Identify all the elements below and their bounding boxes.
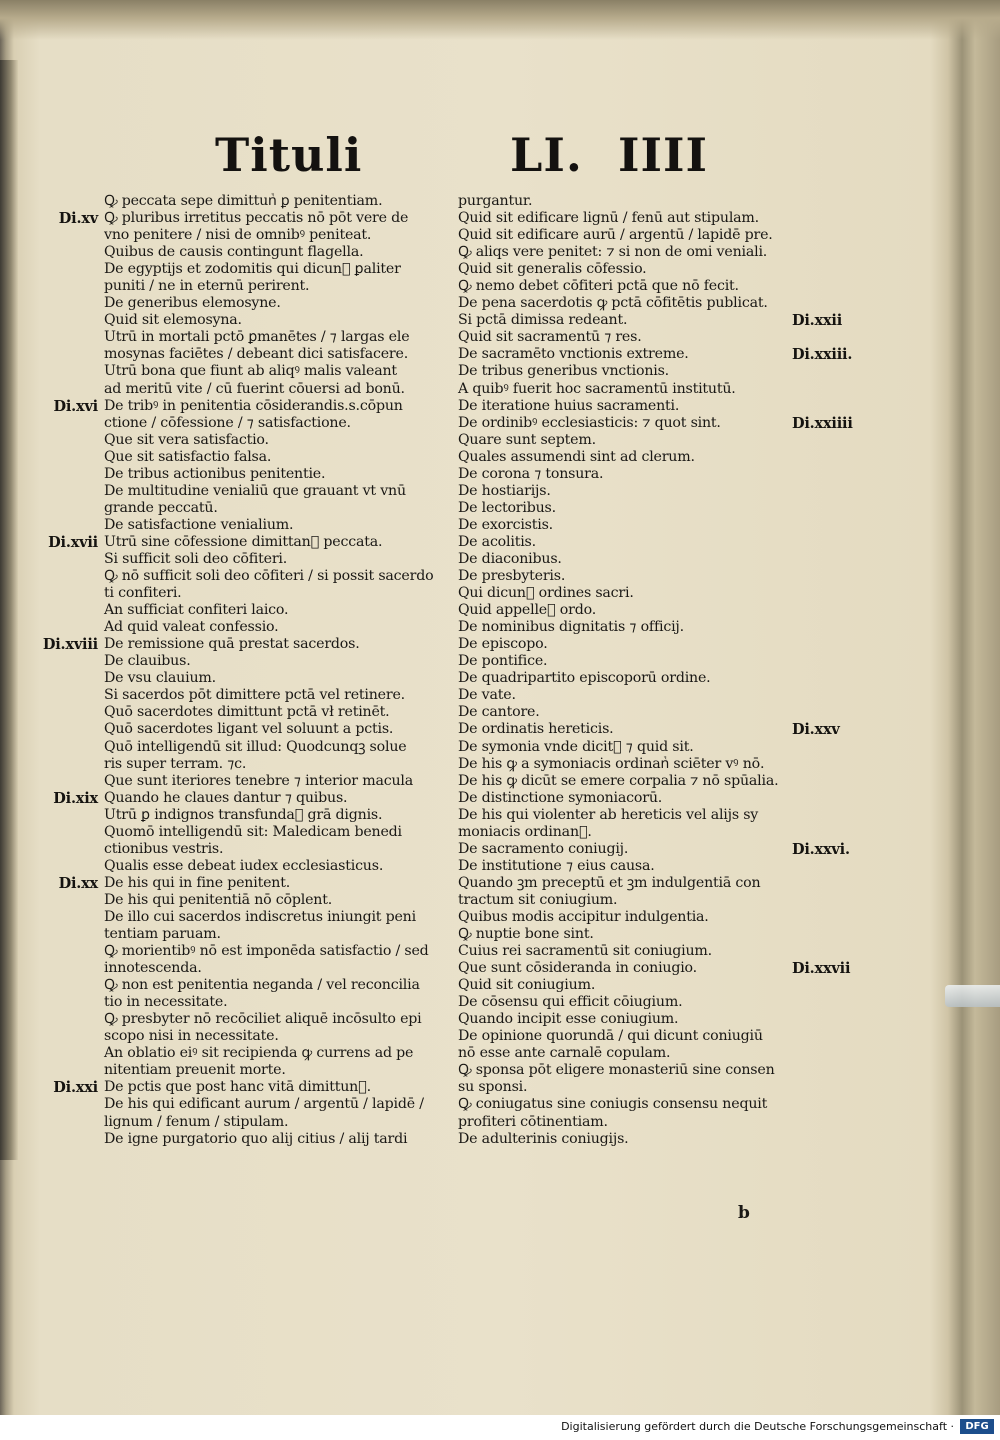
text-line <box>104 449 454 466</box>
line-text: De cantore. <box>458 704 540 721</box>
text-line <box>458 977 798 994</box>
facing-page-edge <box>0 60 18 1160</box>
line-text: De institutione ⁊ eius causa. <box>458 857 655 874</box>
line-text: moniacis ordinanᷣ. <box>458 823 592 840</box>
text-line <box>458 909 798 926</box>
text-line <box>458 926 798 943</box>
text-line <box>458 756 798 773</box>
page-clip <box>945 985 1000 1007</box>
text-line <box>458 1114 798 1131</box>
line-text: De his qui in fine penitent. <box>104 874 291 891</box>
line-text: De his qui violenter ab hereticis vel alijs sy <box>458 806 759 823</box>
text-line <box>458 790 798 807</box>
line-text: Quid sit sacramentū ⁊ res. <box>458 329 642 346</box>
line-text: Ꝙ presbyter nō recōciliet aliquē incōsulto epi <box>104 1011 422 1028</box>
line-text: De lectoribus. <box>458 499 556 516</box>
line-text: Ꝙ nō sufficit soli deo cōfiteri / si possit sacerdo <box>104 568 434 585</box>
line-text: De iteratione huius sacramenti. <box>458 397 680 414</box>
line-text: De sacramēto vnctionis extreme. <box>458 346 689 363</box>
left-text-column <box>42 193 454 1148</box>
text-line <box>458 278 798 295</box>
text-line <box>458 943 798 960</box>
line-text: Que sit satisfactio falsa. <box>104 448 272 465</box>
line-text: Quales assumendi sint ad clerum. <box>458 448 695 465</box>
text-line <box>458 858 798 875</box>
text-line <box>104 943 454 960</box>
text-line <box>104 432 454 449</box>
line-text: Ꝙ morientibꝰ nō est imponēda satisfactio / sed <box>104 943 429 960</box>
line-text: De pontifice. <box>458 653 548 670</box>
line-text: Qui dicunᷣ ordines sacri. <box>458 585 634 602</box>
line-text: Quando incipit esse coniugium. <box>458 1011 679 1028</box>
text-line <box>104 1011 454 1028</box>
text-line <box>458 483 798 500</box>
line-text: lignum / fenum / stipulam. <box>104 1113 289 1130</box>
text-line <box>104 1114 454 1131</box>
line-text: purgantur. <box>458 193 533 209</box>
distinctio-marker: Di.xxvii <box>792 960 851 978</box>
text-line <box>104 568 454 585</box>
right-text-column <box>458 193 853 1148</box>
line-text: profiteri cōtinentiam. <box>458 1113 608 1130</box>
line-text: Si sufficit soli deo cōfiteri. <box>104 550 288 567</box>
text-line <box>458 1062 798 1079</box>
line-text: Si pctā dimissa redeant. <box>458 312 628 329</box>
text-line <box>458 551 798 568</box>
signature-mark: b <box>738 1203 750 1223</box>
text-line <box>104 977 454 994</box>
text-line <box>48 533 454 551</box>
line-text: puniti / ne in eternū perirent. <box>104 278 310 295</box>
text-line <box>458 210 798 227</box>
text-line <box>53 1079 454 1097</box>
text-line <box>458 261 798 278</box>
line-text: Quid sit generalis cōfessio. <box>458 261 647 278</box>
text-line <box>104 1028 454 1045</box>
text-line <box>104 619 454 636</box>
text-line <box>104 756 454 773</box>
line-text: De vsu clauium. <box>104 670 216 687</box>
text-line <box>458 994 798 1011</box>
line-text: Ꝙ non est penitentia neganda / vel reconcilia <box>104 977 420 994</box>
line-text: De symonia vnde dicitᷣ ⁊ quid sit. <box>458 738 694 755</box>
text-line <box>458 500 798 517</box>
line-text: De tribꝰ in penitentia cōsiderandis.s.cōpun <box>104 397 403 414</box>
line-text: Quid sit coniugium. <box>458 977 596 994</box>
text-line <box>458 568 798 585</box>
line-text: De remissione quā prestat sacerdos. <box>104 636 360 653</box>
text-line <box>458 1045 798 1062</box>
text-line <box>104 926 454 943</box>
text-line <box>458 449 798 466</box>
line-text: De tribus actionibus penitentie. <box>104 465 326 482</box>
line-text: Ꝙ nemo debet cōfiteri pctā que nō fecit. <box>458 278 739 295</box>
text-line <box>42 636 454 654</box>
text-line <box>104 329 454 346</box>
distinctio-marker: Di.xxii <box>792 312 843 330</box>
line-text: De adulterinis coniugijs. <box>458 1130 629 1147</box>
line-text: Quando ꝫm preceptū et ꝫm indulgentiā con <box>458 874 761 891</box>
distinctio-marker: Di.xx <box>58 874 98 892</box>
text-line <box>458 840 850 858</box>
line-text: De exorcistis. <box>458 516 553 533</box>
line-text: tractum sit coniugium. <box>458 891 618 908</box>
text-line <box>104 517 454 534</box>
line-text: Qualis esse debeat iudex ecclesiasticus. <box>104 857 384 874</box>
line-text: De generibus elemosyne. <box>104 295 281 312</box>
text-line <box>104 483 454 500</box>
line-text: Ꝙ pluribus irretitus peccatis nō pōt vere de <box>104 210 409 227</box>
line-text: mosynas faciētes / debeant dici satisfacere. <box>104 346 409 363</box>
line-text: De corona ⁊ tonsura. <box>458 465 604 482</box>
text-line <box>104 1062 454 1079</box>
line-text: De opinione quorundā / qui dicunt coniugiū <box>458 1028 763 1045</box>
text-line <box>458 1079 798 1096</box>
distinctio-marker: Di.xv <box>58 210 98 228</box>
line-text: Quō sacerdotes dimittunt pctā vł retinēt. <box>104 704 390 721</box>
line-text: Cuius rei sacramentū sit coniugium. <box>458 943 712 960</box>
text-line <box>458 1131 798 1148</box>
line-text: De his ꝙ dicūt se emere corpalia ⁊ nō spūalia. <box>458 772 779 789</box>
text-line <box>458 346 853 364</box>
line-text: Quid appelleᷣ ordo. <box>458 602 597 619</box>
distinctio-marker: Di.xxiii. <box>792 346 853 364</box>
line-text: Quomō intelligendū sit: Maledicam benedi <box>104 823 402 840</box>
text-line <box>104 994 454 1011</box>
text-line <box>104 909 454 926</box>
text-line <box>104 824 454 841</box>
text-line <box>458 1028 798 1045</box>
line-text: De his qui edificant aurum / argentū / lapidē / <box>104 1096 424 1113</box>
line-text: De nominibus dignitatis ⁊ officij. <box>458 619 684 636</box>
line-text: ad meritū vite / cū fuerint cōuersi ad bonū. <box>104 380 405 397</box>
line-text: De egyptijs et zodomitis qui dicunᷣ ꝑaliter <box>104 261 401 278</box>
line-text: nitentiam preuenit morte. <box>104 1062 286 1079</box>
text-line <box>458 466 798 483</box>
distinctio-marker: Di.xvii <box>48 533 98 551</box>
line-text: De hostiarijs. <box>458 482 551 499</box>
line-text: De cōsensu qui efficit cōiugium. <box>458 994 683 1011</box>
line-text: Quare sunt septem. <box>458 431 596 448</box>
line-text: Ꝙ aliqs vere penitet: ⁊ si non de omi veniali. <box>458 244 768 261</box>
text-line <box>458 960 851 978</box>
line-text: A quibꝰ fuerit hoc sacramentū institutū. <box>458 380 736 397</box>
text-line <box>58 210 454 228</box>
text-line <box>104 721 454 738</box>
text-line <box>104 278 454 295</box>
line-text: Ꝙ nuptie bone sint. <box>458 926 594 943</box>
line-text: Quid sit edificare lignū / fenū aut stipulam. <box>458 210 759 227</box>
line-text: De quadripartito episcoporū ordine. <box>458 670 711 687</box>
line-text: grande peccatū. <box>104 499 218 516</box>
text-line <box>458 414 853 432</box>
text-line <box>458 1096 798 1113</box>
line-text: ctionibus vestris. <box>104 840 224 857</box>
text-line <box>104 858 454 875</box>
text-line <box>53 397 454 415</box>
text-line <box>104 381 454 398</box>
line-text: De satisfactione venialium. <box>104 516 294 533</box>
line-text: Quid sit elemosyna. <box>104 312 242 329</box>
distinctio-marker: Di.xxvi. <box>792 840 850 858</box>
line-text: innotescenda. <box>104 960 202 977</box>
line-text: De his ꝙ a symoniacis ordinanᷣ sciēter vꝰ nō. <box>458 755 765 772</box>
line-text: De illo cui sacerdos indiscretus iniungit peni <box>104 908 416 925</box>
line-text: Que sit vera satisfactio. <box>104 431 269 448</box>
line-text: De vate. <box>458 687 516 704</box>
line-text: ctione / cōfessione / ⁊ satisfactione. <box>104 414 351 431</box>
line-text: De episcopo. <box>458 636 548 653</box>
text-line <box>104 415 454 432</box>
line-text: De tribus generibus vnctionis. <box>458 363 669 380</box>
line-text: An oblatio eiꝰ sit recipienda ꝙ currens ad pe <box>104 1045 414 1062</box>
line-text: vno penitere / nisi de omnibꝰ peniteat. <box>104 227 372 244</box>
text-line <box>458 670 798 687</box>
text-line <box>458 1011 798 1028</box>
text-line <box>58 874 454 892</box>
line-text: Quid sit edificare aurū / argentū / lapidē pre. <box>458 227 773 244</box>
text-line <box>458 432 798 449</box>
text-line <box>458 807 798 824</box>
text-line <box>458 295 798 312</box>
line-text: ti confiteri. <box>104 585 182 602</box>
text-line <box>104 739 454 756</box>
line-text: tio in necessitate. <box>104 994 228 1011</box>
line-text: De his qui penitentiā nō cōplent. <box>104 891 333 908</box>
text-line <box>458 517 798 534</box>
text-line <box>104 960 454 977</box>
text-line <box>104 1045 454 1062</box>
distinctio-marker: Di.xix <box>53 789 98 807</box>
line-text: De sacramento coniugij. <box>458 840 629 857</box>
distinctio-marker: Di.xviii <box>42 636 98 654</box>
line-text: Quō intelligendū sit illud: Quodcunqꝫ solue <box>104 738 407 755</box>
text-line <box>104 704 454 721</box>
header-folio-number: IIII <box>618 128 709 182</box>
line-text: De pena sacerdotis ꝙ pctā cōfitētis publicat. <box>458 295 768 312</box>
text-line <box>104 551 454 568</box>
line-text: De clauibus. <box>104 653 191 670</box>
line-text: De igne purgatorio quo alij citius / alij tardi <box>104 1130 408 1147</box>
header-folio-prefix: LI. <box>510 128 583 182</box>
line-text: De diaconibus. <box>458 550 562 567</box>
text-line <box>458 704 798 721</box>
text-line <box>104 363 454 380</box>
text-line <box>458 636 798 653</box>
text-line <box>104 841 454 858</box>
text-line <box>104 346 454 363</box>
header-title: Tituli <box>215 128 363 182</box>
line-text: Quando he claues dantur ⁊ quibus. <box>104 789 348 806</box>
text-line <box>458 329 798 346</box>
text-line <box>104 261 454 278</box>
text-line <box>458 363 798 380</box>
line-text: An sufficiat confiteri laico. <box>104 602 289 619</box>
line-text: De acolitis. <box>458 533 536 550</box>
text-line <box>458 534 798 551</box>
text-line <box>458 585 798 602</box>
line-text: Ꝙ sponsa pōt eligere monasteriū sine consen <box>458 1062 775 1079</box>
text-line <box>458 687 798 704</box>
footer-bar <box>0 1415 1000 1440</box>
line-text: Quibus modis accipitur indulgentia. <box>458 908 709 925</box>
line-text: De ordinatis hereticis. <box>458 721 614 738</box>
line-text: Que sunt iteriores tenebre ⁊ interior macula <box>104 772 413 789</box>
line-text: Utrū ꝑ indignos transfundaᷣ grā dignis. <box>104 806 383 823</box>
running-header <box>0 128 1000 188</box>
text-line <box>104 193 454 210</box>
text-line <box>104 602 454 619</box>
footer-credit: Digitalisierung gefördert durch die Deutsche Forschungsgemeinschaft · <box>561 1420 954 1433</box>
text-line <box>104 295 454 312</box>
line-text: Ad quid valeat confessio. <box>104 619 279 636</box>
text-line <box>458 653 798 670</box>
distinctio-marker: Di.xxv <box>792 721 840 739</box>
text-line <box>104 312 454 329</box>
text-line <box>104 500 454 517</box>
text-line <box>458 244 798 261</box>
text-line <box>458 721 840 739</box>
line-text: su sponsi. <box>458 1079 528 1096</box>
text-line <box>458 619 798 636</box>
line-text: De multitudine venialiū que grauant vt vnū <box>104 482 406 499</box>
text-line <box>458 312 843 330</box>
text-line <box>458 602 798 619</box>
line-text: Quibus de causis contingunt flagella. <box>104 244 364 261</box>
line-text: De distinctione symoniacorū. <box>458 789 663 806</box>
text-line <box>458 773 798 790</box>
line-text: De pctis que post hanc vitā dimittunᷣ. <box>104 1079 371 1096</box>
text-line <box>104 653 454 670</box>
text-line <box>53 789 454 807</box>
text-line <box>458 739 798 756</box>
distinctio-marker: Di.xxi <box>53 1079 98 1097</box>
line-text: Utrū sine cōfessione dimittanᷣ peccata. <box>104 533 383 550</box>
text-line <box>104 227 454 244</box>
dfg-logo: DFG <box>960 1419 994 1434</box>
line-text: Utrū bona que fiunt ab aliqꝰ malis valeant <box>104 363 397 380</box>
distinctio-marker: Di.xvi <box>53 397 98 415</box>
text-line <box>104 466 454 483</box>
line-text: Que sunt cōsideranda in coniugio. <box>458 960 697 977</box>
line-text: De presbyteris. <box>458 568 566 585</box>
text-line <box>458 381 798 398</box>
line-text: Ꝙ peccata sepe dimittunᷣ ꝑ penitentiam. <box>104 193 383 209</box>
text-line <box>104 1096 454 1113</box>
line-text: Ꝙ coniugatus sine coniugis consensu nequit <box>458 1096 768 1113</box>
page-top-edge <box>0 0 1000 40</box>
text-line <box>104 670 454 687</box>
text-line <box>458 892 798 909</box>
text-line <box>104 773 454 790</box>
line-text: ris super terram. ⁊c. <box>104 755 247 772</box>
distinctio-marker: Di.xxiiii <box>792 414 853 432</box>
line-text: Utrū in mortali pctō ꝑmanētes / ⁊ largas ele <box>104 329 410 346</box>
text-line <box>104 687 454 704</box>
text-line <box>104 807 454 824</box>
line-text: scopo nisi in necessitate. <box>104 1028 279 1045</box>
text-line <box>104 1131 454 1148</box>
text-line <box>458 193 798 210</box>
text-line <box>104 244 454 261</box>
line-text: tentiam paruam. <box>104 926 221 943</box>
line-text: Quō sacerdotes ligant vel soluunt a pctis. <box>104 721 394 738</box>
text-line <box>458 227 798 244</box>
text-line <box>104 892 454 909</box>
text-line <box>458 824 798 841</box>
text-line <box>104 585 454 602</box>
line-text: Si sacerdos pōt dimittere pctā vel retinere. <box>104 687 405 704</box>
text-line <box>458 875 798 892</box>
line-text: nō esse ante carnalē copulam. <box>458 1045 671 1062</box>
text-line <box>458 398 798 415</box>
line-text: De ordinibꝰ ecclesiasticis: ⁊ quot sint. <box>458 414 721 431</box>
